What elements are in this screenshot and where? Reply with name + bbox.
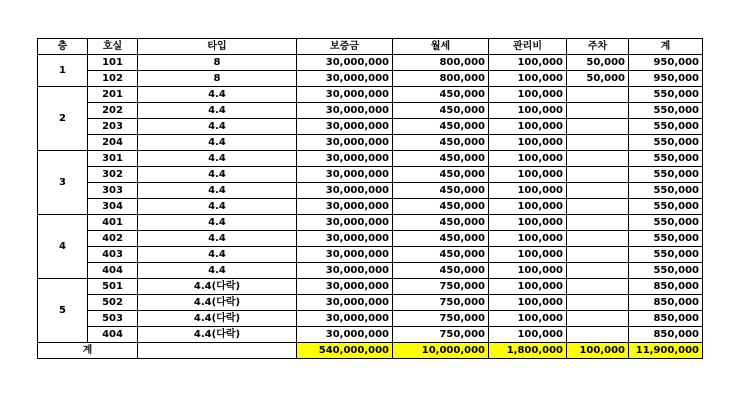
table-row [38,327,703,343]
cell-room: 302 [88,167,138,183]
cell-rent: 450,000 [393,151,489,167]
cell-management-fee: 100,000 [489,55,567,71]
cell-room: 101 [88,55,138,71]
cell-rent: 450,000 [393,119,489,135]
cell-total: 550,000 [629,87,703,103]
cell-floor: 2 [38,87,88,151]
cell-management-fee: 100,000 [489,199,567,215]
table-row [38,311,703,327]
cell-deposit: 30,000,000 [297,327,393,343]
table-row [38,103,703,119]
table-row [38,87,703,103]
cell-rent: 750,000 [393,327,489,343]
cell-rent: 800,000 [393,71,489,87]
cell-rent: 450,000 [393,103,489,119]
cell-management-fee: 100,000 [489,103,567,119]
cell-type: 4.4 [138,87,297,103]
cell-deposit: 30,000,000 [297,231,393,247]
cell-total: 850,000 [629,327,703,343]
table-row [38,135,703,151]
table-row [38,183,703,199]
cell-parking: 50,000 [567,71,629,87]
cell-deposit: 30,000,000 [297,167,393,183]
cell-rent: 800,000 [393,55,489,71]
total-parking: 100,000 [567,343,629,359]
cell-type: 4.4(다락) [138,311,297,327]
cell-rent: 750,000 [393,295,489,311]
cell-deposit: 30,000,000 [297,247,393,263]
cell-management-fee: 100,000 [489,279,567,295]
cell-rent: 750,000 [393,279,489,295]
cell-room: 102 [88,71,138,87]
cell-deposit: 30,000,000 [297,151,393,167]
cell-room: 401 [88,215,138,231]
cell-deposit: 30,000,000 [297,55,393,71]
cell-total: 550,000 [629,135,703,151]
cell-management-fee: 100,000 [489,71,567,87]
cell-type: 4.4 [138,199,297,215]
cell-parking [567,215,629,231]
cell-total: 550,000 [629,247,703,263]
cell-type: 4.4 [138,247,297,263]
cell-total: 850,000 [629,279,703,295]
cell-type: 4.4 [138,151,297,167]
cell-total: 550,000 [629,231,703,247]
cell-room: 203 [88,119,138,135]
header-parking: 주차 [567,39,629,55]
cell-parking [567,311,629,327]
cell-deposit: 30,000,000 [297,295,393,311]
table-row [38,71,703,87]
cell-parking [567,183,629,199]
total-rent: 10,000,000 [393,343,489,359]
cell-room: 202 [88,103,138,119]
cell-deposit: 30,000,000 [297,279,393,295]
cell-parking [567,327,629,343]
cell-management-fee: 100,000 [489,263,567,279]
cell-floor: 3 [38,151,88,215]
table-row [38,55,703,71]
cell-total: 550,000 [629,103,703,119]
total-sum: 11,900,000 [629,343,703,359]
cell-room: 303 [88,183,138,199]
header-type: 타입 [138,39,297,55]
cell-total: 550,000 [629,119,703,135]
cell-rent: 450,000 [393,167,489,183]
cell-deposit: 30,000,000 [297,183,393,199]
cell-room: 403 [88,247,138,263]
cell-parking [567,295,629,311]
cell-management-fee: 100,000 [489,151,567,167]
cell-room: 502 [88,295,138,311]
cell-total: 550,000 [629,199,703,215]
table-row [38,215,703,231]
cell-type: 4.4(다락) [138,327,297,343]
cell-total: 550,000 [629,167,703,183]
cell-room: 501 [88,279,138,295]
header-rent: 월세 [393,39,489,55]
cell-total: 850,000 [629,295,703,311]
cell-type: 4.4 [138,215,297,231]
cell-total: 850,000 [629,311,703,327]
cell-type: 4.4 [138,183,297,199]
cell-room: 304 [88,199,138,215]
cell-parking [567,103,629,119]
total-type-blank [138,343,297,359]
table-row [38,119,703,135]
table-body [38,55,703,343]
cell-room: 204 [88,135,138,151]
cell-total: 550,000 [629,151,703,167]
cell-type: 8 [138,55,297,71]
cell-management-fee: 100,000 [489,231,567,247]
cell-room: 404 [88,327,138,343]
cell-rent: 450,000 [393,231,489,247]
cell-total: 550,000 [629,183,703,199]
cell-rent: 450,000 [393,215,489,231]
cell-parking [567,231,629,247]
cell-parking [567,263,629,279]
header-room: 호실 [88,39,138,55]
header-deposit: 보증금 [297,39,393,55]
table-row [38,263,703,279]
header-row [38,39,703,55]
cell-room: 201 [88,87,138,103]
cell-deposit: 30,000,000 [297,311,393,327]
table-row [38,279,703,295]
cell-deposit: 30,000,000 [297,135,393,151]
cell-room: 404 [88,263,138,279]
cell-management-fee: 100,000 [489,311,567,327]
cell-room: 301 [88,151,138,167]
table-row [38,167,703,183]
cell-parking [567,135,629,151]
cell-management-fee: 100,000 [489,167,567,183]
cell-management-fee: 100,000 [489,295,567,311]
cell-rent: 450,000 [393,135,489,151]
cell-parking [567,199,629,215]
cell-total: 550,000 [629,215,703,231]
cell-deposit: 30,000,000 [297,119,393,135]
cell-rent: 450,000 [393,247,489,263]
cell-type: 4.4 [138,135,297,151]
header-management-fee: 관리비 [489,39,567,55]
cell-management-fee: 100,000 [489,327,567,343]
cell-deposit: 30,000,000 [297,199,393,215]
cell-parking [567,247,629,263]
cell-deposit: 30,000,000 [297,215,393,231]
header-floor: 층 [38,39,88,55]
cell-type: 4.4 [138,119,297,135]
cell-type: 4.4 [138,167,297,183]
cell-type: 4.4 [138,263,297,279]
total-management-fee: 1,800,000 [489,343,567,359]
cell-management-fee: 100,000 [489,135,567,151]
cell-type: 4.4(다락) [138,295,297,311]
cell-management-fee: 100,000 [489,87,567,103]
header-total: 계 [629,39,703,55]
total-row [38,343,703,359]
total-label: 계 [38,343,138,359]
table-row [38,151,703,167]
cell-type: 4.4 [138,231,297,247]
cell-type: 4.4 [138,103,297,119]
cell-floor: 1 [38,55,88,87]
cell-floor: 5 [38,279,88,343]
cell-total: 950,000 [629,55,703,71]
cell-management-fee: 100,000 [489,119,567,135]
table-row [38,231,703,247]
cell-rent: 450,000 [393,199,489,215]
cell-rent: 750,000 [393,311,489,327]
cell-deposit: 30,000,000 [297,103,393,119]
cell-parking [567,167,629,183]
cell-type: 8 [138,71,297,87]
cell-deposit: 30,000,000 [297,87,393,103]
table-row [38,247,703,263]
cell-total: 950,000 [629,71,703,87]
cell-parking [567,151,629,167]
cell-rent: 450,000 [393,183,489,199]
cell-deposit: 30,000,000 [297,263,393,279]
cell-parking [567,119,629,135]
cell-total: 550,000 [629,263,703,279]
cell-management-fee: 100,000 [489,215,567,231]
rent-table [37,38,703,359]
cell-parking [567,87,629,103]
cell-management-fee: 100,000 [489,247,567,263]
cell-parking [567,279,629,295]
cell-floor: 4 [38,215,88,279]
cell-deposit: 30,000,000 [297,71,393,87]
cell-rent: 450,000 [393,263,489,279]
cell-rent: 450,000 [393,87,489,103]
cell-room: 402 [88,231,138,247]
cell-parking: 50,000 [567,55,629,71]
table-row [38,199,703,215]
table-row [38,295,703,311]
cell-management-fee: 100,000 [489,183,567,199]
cell-type: 4.4(다락) [138,279,297,295]
total-deposit: 540,000,000 [297,343,393,359]
cell-room: 503 [88,311,138,327]
